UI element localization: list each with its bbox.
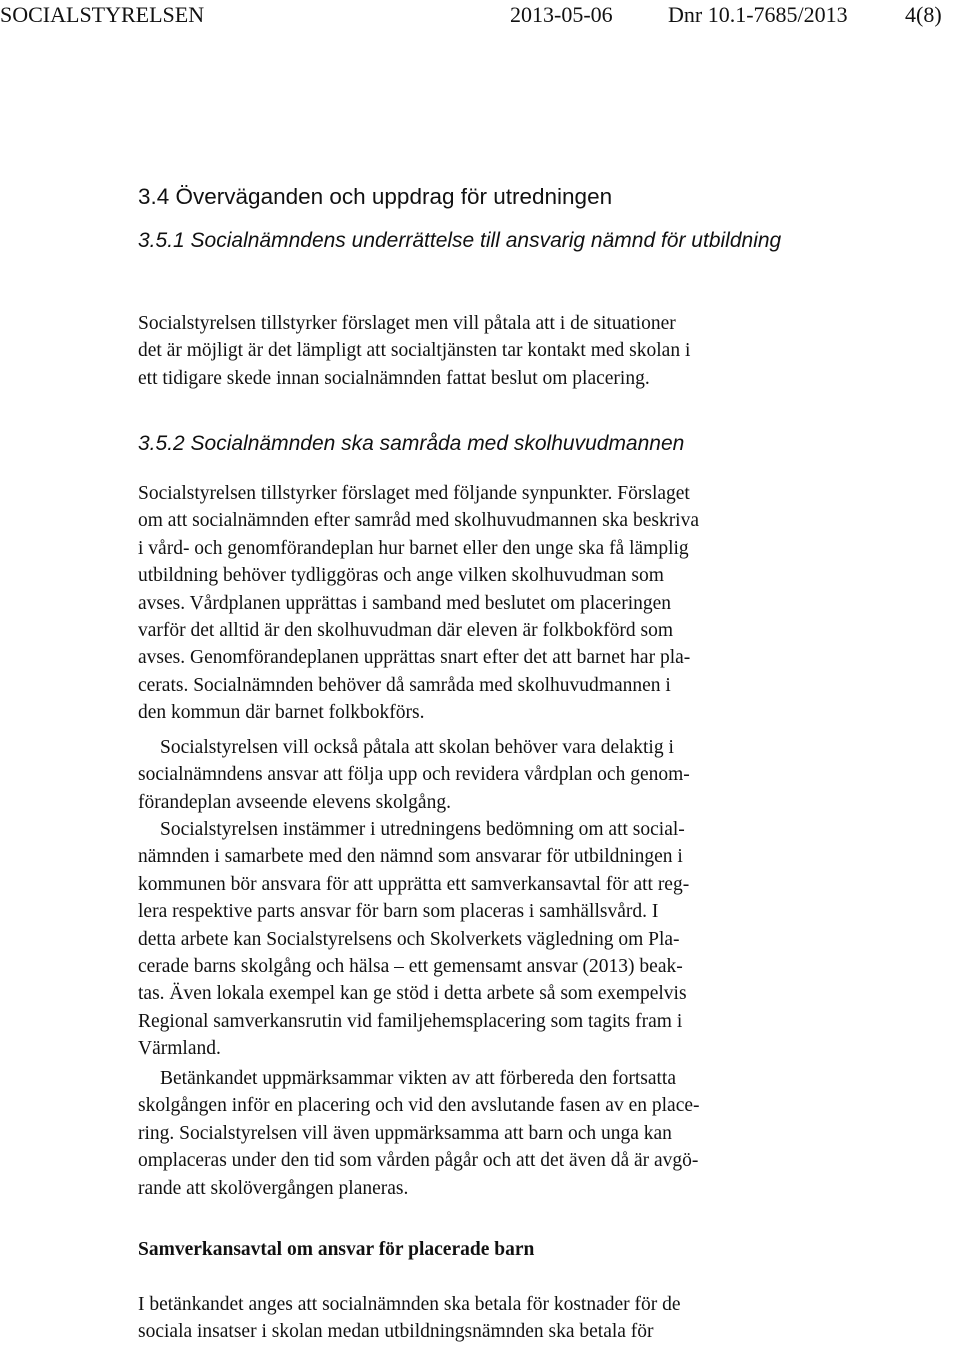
text-line: Socialstyrelsen tillstyrker förslaget men vill påtala att i de situationer — [138, 313, 676, 334]
document-date: 2013-05-06 — [510, 2, 613, 27]
text-line: cerats. Socialnämnden behöver då samråda med skolhuvudmannen i — [138, 674, 671, 696]
document-number: Dnr 10.1-7685/2013 — [668, 2, 848, 27]
text-line: ett tidigare skede innan socialnämnden fattat beslut om placering. — [138, 367, 650, 389]
text-line: avses. Genomförandeplanen upprättas snart efter det att barnet har pla- — [138, 647, 691, 669]
paragraph — [138, 480, 828, 727]
text-line: detta arbete kan Socialstyrelsens och Skolverkets vägledning om Pla- — [138, 928, 680, 950]
text-line: ring. Socialstyrelsen vill även uppmärksamma att barn och unga kan — [138, 1122, 672, 1144]
text-line: sociala insatser i skolan medan utbildningsnämnden ska betala för — [138, 1321, 654, 1343]
text-line: i vård- och genomförandeplan hur barnet eller den unge ska få lämplig — [138, 537, 689, 559]
paragraph — [138, 1291, 828, 1346]
text-line: förandeplan avseende elevens skolgång. — [138, 791, 451, 813]
paragraph — [138, 1065, 828, 1202]
text-line: avses. Vårdplanen upprättas i samband med beslutet om placeringen — [138, 592, 672, 614]
text-line: Socialstyrelsen instämmer i utredningens bedömning om att social- — [160, 819, 685, 840]
text-line: Socialstyrelsen vill också påtala att skolan behöver vara delaktig i — [160, 737, 674, 758]
text-line: Värmland. — [138, 1038, 221, 1060]
page-header — [0, 0, 960, 40]
text-line: Betänkandet uppmärksammar vikten av att förbereda den fortsatta — [160, 1068, 677, 1089]
text-line: om att socialnämnden efter samråd med skolhuvudmannen ska beskriva — [138, 510, 700, 532]
text-line: skolgången inför en placering och vid den avslutande fasen av en place- — [138, 1095, 700, 1117]
text-line: tas. Även lokala exempel kan ge stöd i detta arbete så som exempelvis — [138, 983, 687, 1005]
section-heading: 3.4 Överväganden och uppdrag för utredningen — [138, 184, 613, 209]
text-line: socialnämndens ansvar att följa upp och revidera vårdplan och genom- — [138, 764, 690, 786]
paragraph — [138, 734, 828, 816]
text-line: den kommun där barnet folkbokförs. — [138, 702, 425, 724]
text-line: omplaceras under den tid som vården pågår och att det även då är avgö- — [138, 1150, 699, 1172]
subsection-heading-2: 3.5.2 Socialnämnden ska samråda med skolhuvudmannen — [138, 432, 685, 455]
subsection-heading-3: Samverkansavtal om ansvar för placerade barn — [138, 1239, 535, 1260]
subsection-heading-1: 3.5.1 Socialnämndens underrättelse till ansvarig nämnd för utbildning — [138, 229, 782, 252]
text-line: I betänkandet anges att socialnämnden ska betala för kostnader för de — [138, 1294, 681, 1315]
organization-name: SOCIALSTYRELSEN — [0, 2, 205, 27]
text-line: rande att skolövergången planeras. — [138, 1177, 409, 1199]
text-line: varför det alltid är den skolhuvudman där eleven är folkbokförd som — [138, 620, 674, 642]
text-line: det är möjligt är det lämpligt att socialtjänsten tar kontakt med skolan i — [138, 340, 691, 362]
paragraph — [138, 816, 828, 1063]
paragraph — [138, 310, 828, 392]
text-line: utbildning behöver tydliggöras och ange vilken skolhuvudman som — [138, 565, 664, 587]
text-line: lera respektive parts ansvar för barn som placeras i samhällsvård. I — [138, 901, 659, 923]
text-line: kommunen bör ansvara för att upprätta ett samverkansavtal för att reg- — [138, 873, 690, 895]
text-line: cerade barns skolgång och hälsa – ett gemensamt ansvar (2013) beak- — [138, 956, 683, 978]
text-line: Socialstyrelsen tillstyrker förslaget med följande synpunkter. Förslaget — [138, 483, 690, 504]
page-number: 4(8) — [905, 2, 942, 27]
text-line: Regional samverkansrutin vid familjehemsplacering som tagits fram i — [138, 1010, 683, 1032]
text-line: nämnden i samarbete med den nämnd som ansvarar för utbildningen i — [138, 846, 683, 868]
